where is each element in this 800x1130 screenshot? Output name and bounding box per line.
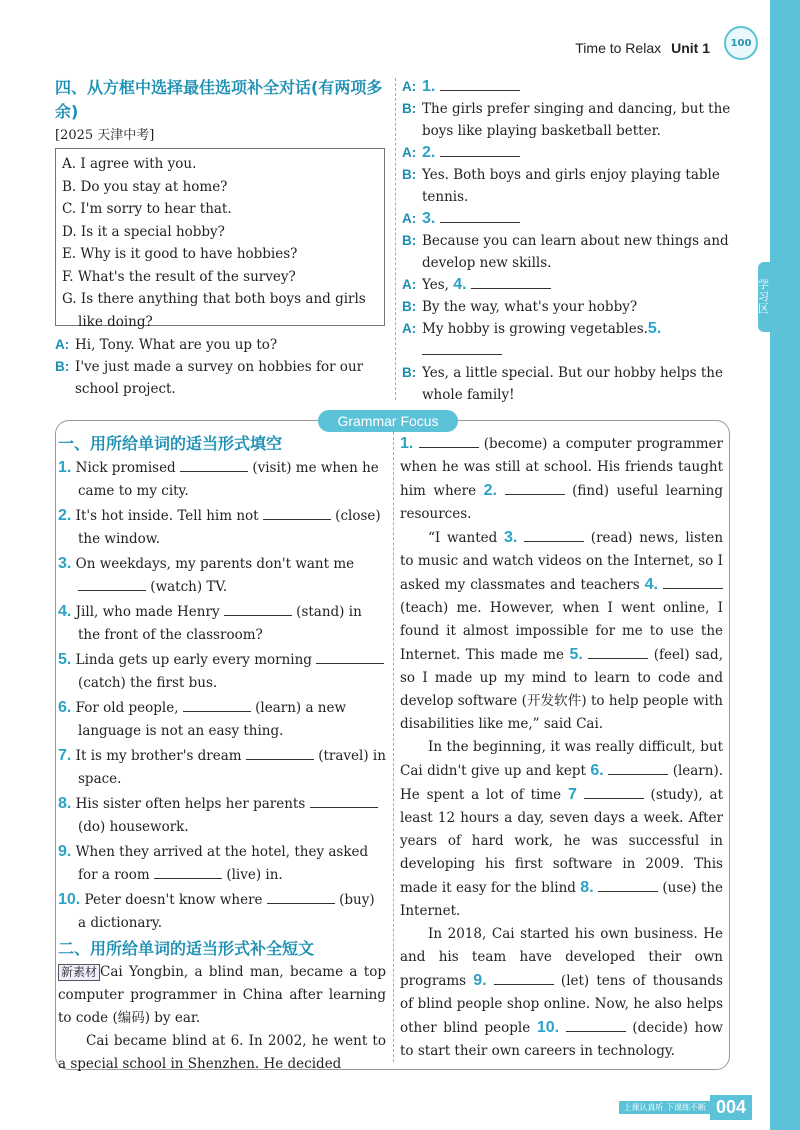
question-pre: Jill, who made Henry	[75, 604, 220, 620]
answer-blank[interactable]	[180, 458, 248, 472]
question-post: in the front of the classroom?	[78, 604, 362, 643]
header-unit: Unit 1	[671, 40, 710, 56]
question-pre: Nick promised	[75, 460, 176, 476]
option-a: A. I agree with you.	[62, 156, 197, 172]
answer-blank[interactable]	[154, 865, 222, 879]
exam-tag: [2025 天津中考]	[55, 128, 155, 143]
option-f: F. What's the result of the survey?	[62, 268, 296, 285]
question-post: the first bus.	[130, 675, 218, 691]
speaker-label: B:	[402, 365, 417, 380]
speaker-label: B:	[55, 359, 70, 374]
grammar-focus-banner: Grammar Focus	[318, 410, 458, 432]
dialog-line	[402, 274, 732, 296]
blank-hint: (let)	[560, 973, 590, 989]
header-title: Time to Relax	[575, 40, 662, 56]
dialog-text-pre: By the way, what's your hobby?	[422, 299, 638, 315]
passage-text: sad, so I made up my mind to learn to code and develop software (开发软件) to help people with disabilities like me,” said Cai.	[400, 647, 723, 732]
blank-hint: (learn).	[672, 763, 724, 779]
answer-blank[interactable]	[78, 577, 146, 591]
part2-title: 二、用所给单词的适当形式补全短文	[58, 939, 315, 958]
blank-hint: (feel)	[653, 647, 690, 663]
passage-para-2	[400, 526, 723, 736]
question-post: TV.	[206, 579, 228, 595]
dialog-text	[422, 318, 732, 362]
side-color-strip	[770, 0, 800, 1130]
dialog-line	[55, 334, 387, 356]
blank-number: 10.	[536, 1019, 560, 1036]
question-number: 4.	[58, 603, 72, 620]
option-c: C. I'm sorry to hear that.	[62, 201, 232, 217]
passage-para-3	[400, 736, 723, 923]
dialog-text: Hi, Tony. What are you up to?	[75, 337, 278, 353]
dialog-line	[55, 356, 387, 400]
blank-number: 4.	[453, 276, 467, 293]
answer-blank[interactable]	[471, 275, 551, 289]
dialog-line	[402, 318, 732, 362]
answer-blank[interactable]	[588, 645, 648, 659]
answer-blank[interactable]	[566, 1018, 626, 1032]
part1-title: 一、用所给单词的适当形式填空	[58, 434, 283, 453]
question-hint: (catch)	[78, 675, 126, 691]
speaker-label: A:	[402, 211, 417, 226]
question-item	[58, 744, 386, 791]
new-material-tag: 新素材	[58, 964, 100, 981]
passage-para-4	[400, 923, 723, 1063]
passage-text: useful learning resources.	[400, 483, 723, 522]
speaker-label: B:	[402, 101, 417, 116]
part2-intro-text: Cai Yongbin, a blind man, became a top computer programmer in China after learning to code (编码) by ear.	[58, 964, 386, 1026]
footer-slogan: 上课认真听 下课练不断	[619, 1101, 710, 1114]
dialog-line	[402, 230, 732, 274]
blank-number: 9.	[473, 972, 487, 989]
option-g: G. Is there anything that both boys and girls like doing?	[62, 291, 366, 330]
page-header	[575, 40, 710, 56]
dialog-text-pre: The girls prefer singing and dancing, but the boys like playing basketball better.	[422, 101, 731, 139]
question-pre: Linda gets up early every morning	[75, 652, 312, 668]
question-item	[58, 888, 386, 935]
answer-blank[interactable]	[608, 761, 668, 775]
question-post: the window.	[78, 531, 160, 547]
answer-blank[interactable]	[505, 481, 565, 495]
passage-text: a computer programmer when he was still at school. His friends taught him where	[400, 436, 723, 499]
answer-blank[interactable]	[263, 506, 331, 520]
column-divider	[395, 78, 396, 400]
blank-number: 1.	[422, 78, 436, 95]
passage-text: the Internet.	[400, 880, 724, 919]
blank-number: 5.	[647, 320, 662, 337]
page-footer	[619, 1095, 752, 1120]
question-hint: (stand)	[296, 604, 345, 620]
blank-number: 3.	[504, 529, 518, 546]
speaker-label: A:	[402, 79, 417, 94]
question-item	[58, 696, 386, 743]
speaker-label: B:	[402, 299, 417, 314]
passage-text: how to start their own careers in technology.	[400, 1020, 723, 1059]
answer-blank[interactable]	[422, 341, 502, 355]
question-hint: (buy)	[339, 892, 375, 908]
question-pre: For old people,	[75, 700, 179, 716]
question-hint: (close)	[335, 508, 381, 524]
blank-number: 2.	[422, 144, 436, 161]
answer-blank[interactable]	[440, 209, 520, 223]
dialog-text: I've just made a survey on hobbies for our school project.	[75, 359, 364, 397]
dialog-line	[402, 164, 732, 208]
grammar-right	[400, 432, 723, 1063]
blank-hint: (decide)	[632, 1020, 688, 1036]
question-item	[58, 648, 386, 695]
dialog-text	[422, 362, 732, 406]
question-hint: (do)	[78, 819, 106, 835]
answer-blank[interactable]	[440, 77, 520, 91]
question-item	[58, 504, 386, 551]
option-e: E. Why is it good to have hobbies?	[62, 246, 298, 262]
dialog-text	[422, 296, 637, 318]
answer-blank[interactable]	[267, 890, 335, 904]
passage-text: He spent a lot of time	[400, 787, 562, 803]
blank-number: 8.	[580, 879, 594, 896]
question-number: 2.	[58, 507, 72, 524]
question-pre: It's hot inside. Tell him not	[75, 508, 259, 524]
speaker-label: B:	[402, 233, 417, 248]
answer-blank[interactable]	[494, 971, 554, 985]
dialog-text	[422, 142, 520, 164]
dialog-text	[422, 76, 520, 98]
dialog-text	[422, 274, 551, 296]
question-item	[58, 456, 386, 503]
speaker-label: A:	[402, 145, 417, 160]
question-pre: When they arrived at the hotel, they asked for a room	[75, 844, 369, 883]
question-pre: Peter doesn't know where	[84, 892, 263, 908]
dialog-line	[402, 76, 732, 98]
dialog-line	[402, 296, 732, 318]
dialog-text-pre: My hobby is growing vegetables.	[422, 321, 648, 337]
question-hint: (travel)	[318, 748, 369, 764]
answer-blank[interactable]	[246, 746, 314, 760]
brand-logo-icon: 100	[724, 26, 758, 60]
section4-title-wrap	[55, 76, 390, 124]
blank-hint: (find)	[572, 483, 610, 499]
speaker-label: B:	[402, 167, 417, 182]
answer-blank[interactable]	[598, 878, 658, 892]
blank-number: 4.	[644, 576, 658, 593]
dialog-line	[402, 208, 732, 230]
question-post: a dictionary.	[78, 915, 163, 931]
blank-hint: (study), at least 12 hours a day, seven days a week. After years of hard work, he was successful in developing his first software in 2009. This made it easy for the blind	[400, 787, 723, 896]
part1-list	[58, 456, 386, 935]
question-hint: (live)	[226, 867, 262, 883]
question-post: in space.	[78, 748, 386, 787]
dialog-text	[422, 208, 520, 230]
dialog-line	[402, 142, 732, 164]
question-number: 3.	[58, 555, 72, 572]
question-post: housework.	[109, 819, 189, 835]
dialog-text-pre: Yes. Both boys and girls enjoy playing table tennis.	[422, 167, 720, 205]
section4-title: 四、从方框中选择最佳选项补全对话(有两项多余)	[55, 78, 383, 121]
blank-number: 1.	[400, 435, 414, 452]
question-item	[58, 840, 386, 887]
passage-text: me. However, when I went online, I found it almost impossible for me to use the Internet. This made me	[400, 600, 723, 663]
dialog-left	[55, 334, 387, 400]
grammar-column-divider	[393, 432, 394, 1062]
answer-blank[interactable]	[663, 575, 723, 589]
answer-blank[interactable]	[316, 650, 384, 664]
passage-para-1	[400, 432, 723, 526]
question-pre: It is my brother's dream	[75, 748, 242, 764]
speaker-label: A:	[402, 277, 417, 292]
passage-text: “I wanted	[428, 530, 498, 546]
question-number: 9.	[58, 843, 72, 860]
question-pre: His sister often helps her parents	[75, 796, 306, 812]
question-hint: (learn)	[255, 700, 302, 716]
passage-text: In 2018, Cai started his own business. He and his team have developed their own programs	[400, 926, 723, 989]
options-box	[55, 148, 385, 330]
answer-blank[interactable]	[584, 785, 644, 799]
dialog-right	[402, 76, 732, 406]
dialog-text-pre: Yes, a little special. But our hobby helps the whole family!	[422, 365, 723, 403]
answer-blank[interactable]	[183, 698, 251, 712]
dialog-text	[422, 164, 732, 208]
blank-hint: (become)	[483, 436, 548, 452]
blank-hint: (use)	[662, 880, 697, 896]
blank-hint: (read)	[590, 530, 633, 546]
option-b: B. Do you stay at home?	[62, 178, 228, 195]
blank-hint: (teach)	[400, 600, 449, 616]
grammar-left	[58, 432, 386, 1076]
blank-number: 5.	[569, 646, 583, 663]
passage-text: news, listen to music and watch videos on the Internet, so I asked my classmates and teachers	[400, 530, 724, 593]
speaker-label: A:	[55, 337, 70, 352]
question-item	[58, 792, 386, 839]
question-number: 10.	[58, 891, 81, 908]
answer-blank[interactable]	[310, 794, 378, 808]
question-post: a new language is not an easy thing.	[78, 700, 347, 739]
answer-blank[interactable]	[524, 528, 584, 542]
question-pre: On weekdays, my parents don't want me	[75, 556, 355, 572]
question-number: 8.	[58, 795, 72, 812]
blank-number: 7	[567, 786, 577, 803]
option-d: D. Is it a special hobby?	[62, 223, 225, 240]
question-item	[58, 600, 386, 647]
question-number: 5.	[58, 651, 72, 668]
dialog-line	[402, 98, 732, 142]
dialog-text	[422, 230, 732, 274]
question-number: 7.	[58, 747, 72, 764]
question-post: in.	[265, 867, 283, 883]
answer-blank[interactable]	[440, 143, 520, 157]
blank-number: 3.	[422, 210, 436, 227]
speaker-label: A:	[402, 321, 417, 336]
dialog-text-pre: Yes,	[422, 277, 454, 293]
answer-blank[interactable]	[224, 602, 292, 616]
question-number: 1.	[58, 459, 72, 476]
question-number: 6.	[58, 699, 72, 716]
dialog-text-pre: Because you can learn about new things and develop new skills.	[422, 233, 729, 271]
blank-number: 6.	[590, 762, 604, 779]
question-post: me when he came to my city.	[78, 460, 379, 499]
question-item	[58, 552, 386, 599]
page-number: 004	[710, 1095, 752, 1120]
side-tab-label: 学习区	[758, 262, 778, 332]
passage-text: tens of thousands of blind people shop online. Now, he also helps other blind people	[400, 973, 723, 1036]
part2-intro	[58, 961, 386, 1030]
question-hint: (visit)	[252, 460, 292, 476]
passage-text: In the beginning, it was really difficult, but Cai didn't give up and kept	[400, 739, 723, 779]
question-hint: (watch)	[150, 579, 203, 595]
part2-para1: Cai became blind at 6. In 2002, he went to a special school in Shenzhen. He decided	[58, 1033, 386, 1072]
dialog-line	[402, 362, 732, 406]
answer-blank[interactable]	[419, 434, 479, 448]
dialog-text	[422, 98, 732, 142]
blank-number: 2.	[483, 482, 497, 499]
